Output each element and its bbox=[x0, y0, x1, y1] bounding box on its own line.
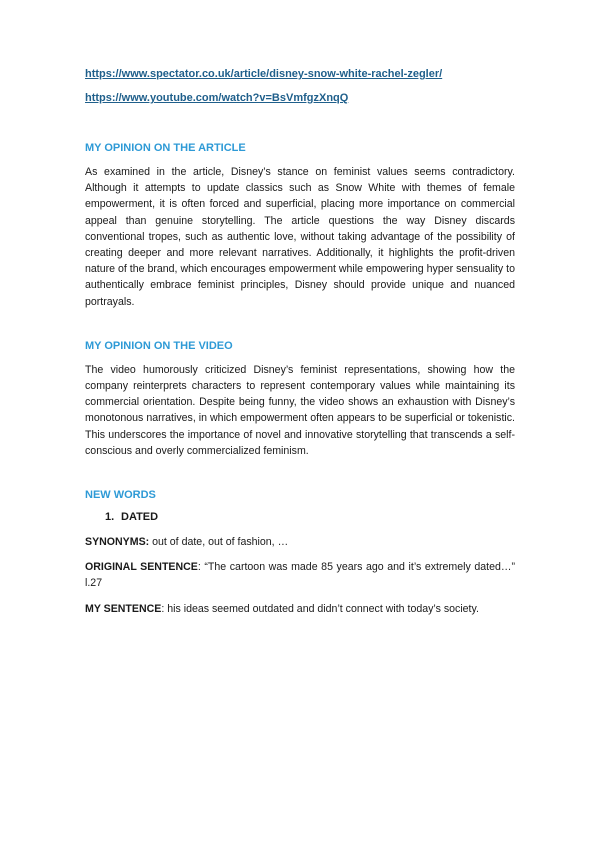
original-sentence-text: : “The cartoon was made 85 years ago and it’s extremely dated…” l.27 bbox=[85, 561, 515, 590]
video-opinion-heading: MY OPINION ON THE VIDEO bbox=[85, 339, 233, 352]
document-page bbox=[85, 66, 515, 617]
my-sentence-text: : his ideas seemed outdated and didn’t connect with today’s society. bbox=[161, 602, 479, 615]
video-link[interactable]: https://www.youtube.com/watch?v=BsVmfgzXnqQ bbox=[85, 92, 349, 104]
new-words-heading: NEW WORDS bbox=[85, 489, 156, 502]
new-word-title bbox=[85, 509, 515, 525]
new-word-term: DATED bbox=[121, 511, 159, 524]
my-sentence-line bbox=[85, 601, 515, 617]
article-opinion-text: As examined in the article, Disney’s stance on feminist values seems contradictory. Although it attempts to update classics such as Snow White with themes of female empowerment, it is often forced and superficial, placing more importance on commercial appeal than genuine storytelling. The article questions the way Disney discards conventional tropes, such as authentic love, without taking advantage of the possibility of creating deeper and more relevant narratives. Additionally, it highlights the profit-driven nature of the brand, which encourages empowerment while empowering hyper sensuality to authentically embrace feminist principles, Disney should provide unique and nuanced portrayals. bbox=[85, 166, 515, 308]
video-opinion-text: The video humorously criticized Disney’s feminist representations, showing how the company reinterprets characters to represent contemporary values while maintaining its commercial orientation. Despite being funny, the video shows an exhaustion with Disney’s monotonous narratives, in which empowerment often appears to be superficial or tokenistic. This underscores the importance of novel and innovative storytelling that transcends a self-conscious and overly commercialized feminism. bbox=[85, 363, 515, 457]
original-sentence-line bbox=[85, 559, 515, 591]
synonyms-text: out of date, out of fashion, … bbox=[152, 536, 289, 549]
synonyms-line bbox=[85, 534, 515, 550]
my-sentence-label: MY SENTENCE bbox=[85, 602, 162, 615]
new-word-number: 1. bbox=[105, 511, 115, 524]
new-word-entry bbox=[85, 509, 515, 617]
original-sentence-label: ORIGINAL SENTENCE bbox=[85, 561, 198, 574]
article-link[interactable]: https://www.spectator.co.uk/article/disney-snow-white-rachel-zegler/ bbox=[85, 68, 443, 80]
synonyms-label: SYNONYMS: bbox=[85, 536, 150, 549]
article-opinion-heading: MY OPINION ON THE ARTICLE bbox=[85, 142, 246, 154]
